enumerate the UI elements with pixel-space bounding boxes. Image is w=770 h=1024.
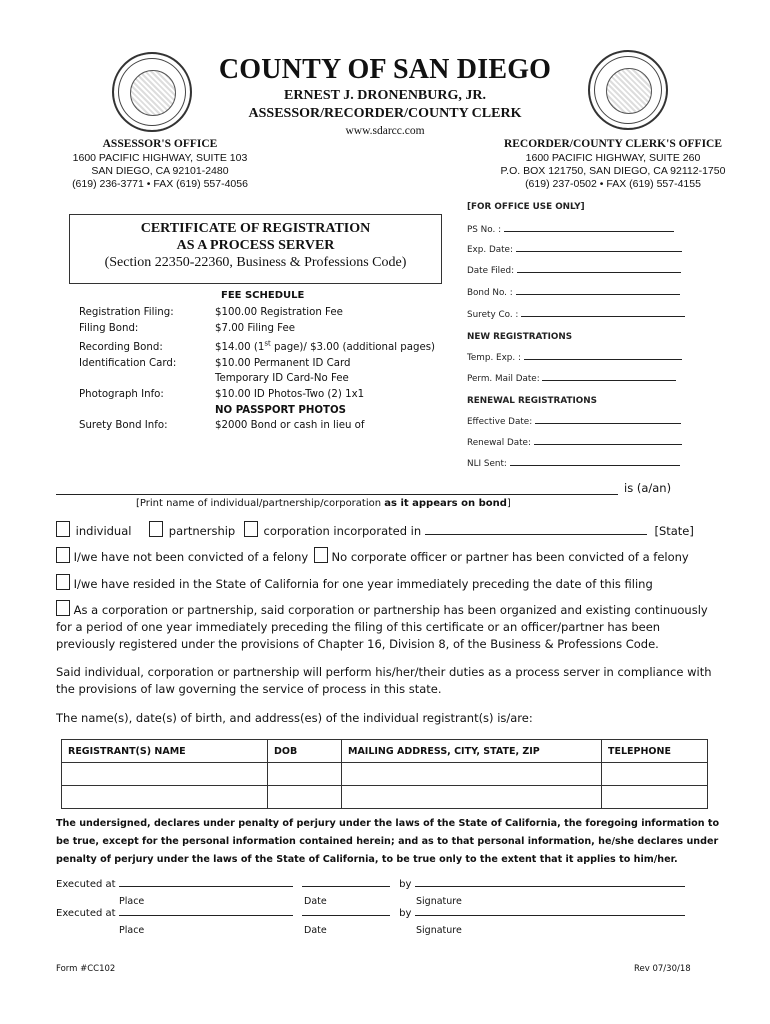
col-header-address: MAILING ADDRESS, CITY, STATE, ZIP bbox=[342, 740, 602, 763]
col-header-name: REGISTRANT(S) NAME bbox=[62, 740, 268, 763]
partnership-checkbox[interactable] bbox=[149, 521, 163, 537]
renewal-registrations-heading: RENEWAL REGISTRATIONS bbox=[467, 396, 597, 406]
perm-mail-field[interactable] bbox=[467, 374, 676, 384]
effective-date-field[interactable] bbox=[467, 417, 681, 427]
not-convicted-label: I/we have not been convicted of a felony bbox=[73, 550, 309, 564]
corporation-line-1 bbox=[56, 600, 708, 619]
surety-co-line[interactable] bbox=[521, 316, 685, 317]
perm-mail-line[interactable] bbox=[542, 380, 676, 381]
print-name-hint-close: ] bbox=[506, 498, 511, 509]
assessor-address-2: SAN DIEGO, CA 92101-2480 bbox=[91, 165, 229, 177]
fee-row bbox=[79, 321, 435, 337]
fee-row bbox=[79, 418, 435, 434]
exp-date-label: Exp. Date: bbox=[467, 245, 513, 255]
by-label: by bbox=[399, 879, 412, 890]
dob-cell[interactable] bbox=[268, 763, 342, 786]
executed-at-label: Executed at bbox=[56, 879, 116, 890]
fee-label: Registration Filing: bbox=[79, 307, 174, 318]
ps-no-label: PS No. : bbox=[467, 225, 502, 235]
print-name-hint-text: [Print name of individual/partnership/corporation bbox=[136, 498, 385, 509]
registrant-name-line[interactable] bbox=[56, 494, 618, 495]
temp-exp-line[interactable] bbox=[524, 359, 682, 360]
individual-checkbox[interactable] bbox=[56, 521, 70, 537]
nli-sent-label: NLI Sent: bbox=[467, 459, 507, 469]
duties-line-1: Said individual, corporation or partnership will perform his/her/their duties as a process server in compliance with bbox=[56, 665, 712, 679]
fee-label: Recording Bond: bbox=[79, 341, 163, 353]
telephone-cell[interactable] bbox=[602, 786, 708, 809]
bond-no-label: Bond No. : bbox=[467, 288, 513, 298]
nli-sent-field[interactable] bbox=[467, 459, 680, 469]
signature-row-1 bbox=[56, 879, 685, 890]
registrant-table bbox=[61, 739, 708, 809]
executed-at-label: Executed at bbox=[56, 908, 116, 919]
print-name-hint bbox=[136, 498, 511, 509]
recorder-office-block bbox=[482, 138, 744, 190]
header-website: www.sdarcc.com bbox=[345, 125, 425, 137]
dob-cell[interactable] bbox=[268, 786, 342, 809]
perjury-statement bbox=[56, 815, 719, 869]
certificate-line-2: AS A PROCESS SERVER bbox=[176, 238, 335, 253]
fee-value-part: $14.00 (1 bbox=[215, 341, 265, 353]
fee-row bbox=[79, 305, 435, 321]
by-label: by bbox=[399, 908, 412, 919]
telephone-cell[interactable] bbox=[602, 763, 708, 786]
header-name: ERNEST J. DRONENBURG, JR. bbox=[284, 88, 486, 103]
temp-exp-label: Temp. Exp. : bbox=[467, 353, 521, 363]
perjury-line-1: The undersigned, declares under penalty of perjury under the laws of the State of California, the foregoing information to bbox=[56, 818, 720, 829]
revision-date: Rev 07/30/18 bbox=[634, 964, 691, 974]
fee-value: $7.00 Filing Fee bbox=[215, 322, 296, 334]
fee-schedule bbox=[79, 305, 435, 434]
corporation-line-2: for a period of one year immediately preceding the filing of this certificate or an officer/partner has been bbox=[56, 620, 661, 634]
certificate-line-1: CERTIFICATE OF REGISTRATION bbox=[140, 221, 371, 236]
individual-label: individual bbox=[75, 524, 132, 538]
duties-line-2: the provisions of law governing the service of process in this state. bbox=[56, 682, 442, 696]
recorder-phone: (619) 237-0502 • FAX (619) 557-4155 bbox=[525, 178, 701, 190]
corporation-existing-checkbox[interactable] bbox=[56, 600, 70, 616]
fee-value: $100.00 Registration Fee bbox=[215, 307, 343, 318]
exp-date-field[interactable] bbox=[467, 245, 682, 255]
col-header-telephone: TELEPHONE bbox=[602, 740, 708, 763]
fee-value: Temporary ID Card-No Fee bbox=[215, 373, 349, 385]
entity-type-row bbox=[56, 521, 694, 538]
place-line[interactable] bbox=[119, 915, 293, 916]
state-of-incorporation-line[interactable] bbox=[425, 534, 647, 535]
state-label: [State] bbox=[654, 524, 694, 538]
new-registrations-heading: NEW REGISTRATIONS bbox=[467, 332, 573, 342]
fee-value-part: page)/ $3.00 (additional pages) bbox=[270, 341, 436, 353]
name-cell[interactable] bbox=[62, 763, 268, 786]
fee-row bbox=[79, 356, 435, 372]
fee-value: $10.00 Permanent ID Card bbox=[215, 357, 351, 369]
fee-value: $10.00 ID Photos-Two (2) 1x1 bbox=[215, 388, 365, 400]
print-name-hint-bold: as it appears on bond bbox=[384, 498, 507, 509]
recorder-address-2: P.O. BOX 121750, SAN DIEGO, CA 92112-1750 bbox=[500, 165, 726, 177]
signature-line[interactable] bbox=[415, 915, 685, 916]
residency-checkbox[interactable] bbox=[56, 574, 70, 590]
partnership-label: partnership bbox=[168, 524, 236, 538]
date-line[interactable] bbox=[302, 886, 390, 887]
fee-label: Filing Bond: bbox=[79, 322, 139, 334]
fee-value-sup: st bbox=[264, 339, 271, 348]
fee-label: Identification Card: bbox=[79, 357, 177, 369]
header-title: COUNTY OF SAN DIEGO bbox=[218, 54, 552, 85]
fee-row bbox=[79, 336, 435, 355]
fee-value bbox=[215, 339, 436, 353]
felony-row bbox=[56, 547, 689, 564]
assessor-office-block bbox=[50, 138, 270, 190]
renewal-date-line[interactable] bbox=[534, 444, 682, 445]
no-officer-convicted-checkbox[interactable] bbox=[314, 547, 328, 563]
fee-value: NO PASSPORT PHOTOS bbox=[215, 404, 346, 416]
ps-no-line[interactable] bbox=[504, 231, 674, 232]
table-header-row bbox=[62, 740, 708, 763]
effective-date-label: Effective Date: bbox=[467, 417, 533, 427]
date-caption: Date bbox=[304, 896, 327, 907]
name-cell[interactable] bbox=[62, 786, 268, 809]
duties-paragraph bbox=[56, 664, 712, 698]
fee-label: Photograph Info: bbox=[79, 388, 164, 400]
place-line[interactable] bbox=[119, 886, 293, 887]
surety-co-label: Surety Co. : bbox=[467, 310, 519, 320]
certificate-title-box bbox=[69, 214, 442, 284]
fee-row bbox=[79, 403, 435, 419]
residency-label: I/we have resided in the State of California for one year immediately preceding the date of this filing bbox=[73, 577, 653, 591]
col-header-dob: DOB bbox=[268, 740, 342, 763]
no-officer-convicted-label: No corporate officer or partner has been convicted of a felony bbox=[331, 550, 689, 564]
recorder-office-title: RECORDER/COUNTY CLERK'S OFFICE bbox=[503, 138, 723, 150]
signature-caption: Signature bbox=[416, 925, 462, 936]
perjury-line-2: be true, except for the personal information contained herein; and as to that personal information, he/she declares under bbox=[56, 836, 719, 847]
corporation-line-3: previously registered under the provisions of Chapter 16, Division 8, of the Business & Professions Code. bbox=[56, 637, 659, 651]
signature-caption: Signature bbox=[416, 896, 462, 907]
signature-row-2 bbox=[56, 908, 685, 919]
header-role: ASSESSOR/RECORDER/COUNTY CLERK bbox=[248, 106, 522, 121]
place-caption: Place bbox=[119, 925, 145, 936]
not-convicted-checkbox[interactable] bbox=[56, 547, 70, 563]
is-a-label: is (a/an) bbox=[624, 481, 672, 495]
date-caption: Date bbox=[304, 925, 327, 936]
perjury-line-3: penalty of perjury under the laws of the State of California, to be true only to the extent that it applies to him/her. bbox=[56, 854, 678, 865]
renewal-date-label: Renewal Date: bbox=[467, 438, 531, 448]
date-filed-label: Date Filed: bbox=[467, 266, 515, 276]
bond-no-line[interactable] bbox=[516, 294, 680, 295]
corporation-text-1: As a corporation or partnership, said corporation or partnership has been organized and existing continuously bbox=[73, 603, 708, 617]
surety-co-field[interactable] bbox=[467, 310, 685, 320]
address-cell[interactable] bbox=[342, 763, 602, 786]
fee-row bbox=[79, 371, 435, 387]
assessor-office-title: ASSESSOR'S OFFICE bbox=[102, 138, 218, 150]
place-caption: Place bbox=[119, 896, 145, 907]
assessor-address-1: 1600 PACIFIC HIGHWAY, SUITE 103 bbox=[72, 152, 248, 164]
corporation-paragraph bbox=[56, 600, 708, 653]
exp-date-line[interactable] bbox=[516, 251, 682, 252]
table-row[interactable] bbox=[62, 786, 708, 809]
renewal-date-field[interactable] bbox=[467, 438, 682, 448]
fee-schedule-title: FEE SCHEDULE bbox=[221, 290, 305, 301]
corporation-checkbox[interactable] bbox=[244, 521, 258, 537]
ps-no-field[interactable] bbox=[467, 225, 674, 235]
registrants-intro: The name(s), date(s) of birth, and address(es) of the individual registrant(s) is/are: bbox=[56, 711, 533, 725]
effective-date-line[interactable] bbox=[535, 423, 681, 424]
address-cell[interactable] bbox=[342, 786, 602, 809]
office-use-title: [FOR OFFICE USE ONLY] bbox=[467, 202, 585, 212]
form-number: Form #CC102 bbox=[56, 964, 116, 974]
recorder-address-1: 1600 PACIFIC HIGHWAY, SUITE 260 bbox=[525, 152, 701, 164]
fee-label: Surety Bond Info: bbox=[79, 420, 168, 432]
certificate-line-3: (Section 22350-22360, Business & Professions Code) bbox=[104, 255, 407, 270]
corporation-label: corporation incorporated in bbox=[263, 524, 422, 538]
date-filed-field[interactable] bbox=[467, 266, 681, 276]
perm-mail-label: Perm. Mail Date: bbox=[467, 374, 540, 384]
fee-row bbox=[79, 387, 435, 403]
date-filed-line[interactable] bbox=[517, 272, 681, 273]
nli-sent-line[interactable] bbox=[510, 465, 680, 466]
assessor-phone: (619) 236-3771 • FAX (619) 557-4056 bbox=[72, 178, 248, 190]
bond-no-field[interactable] bbox=[467, 288, 680, 298]
fee-value: $2000 Bond or cash in lieu of bbox=[215, 420, 365, 432]
temp-exp-field[interactable] bbox=[467, 353, 682, 363]
table-row[interactable] bbox=[62, 763, 708, 786]
date-line[interactable] bbox=[302, 915, 390, 916]
residency-row bbox=[56, 574, 653, 591]
signature-line[interactable] bbox=[415, 886, 685, 887]
